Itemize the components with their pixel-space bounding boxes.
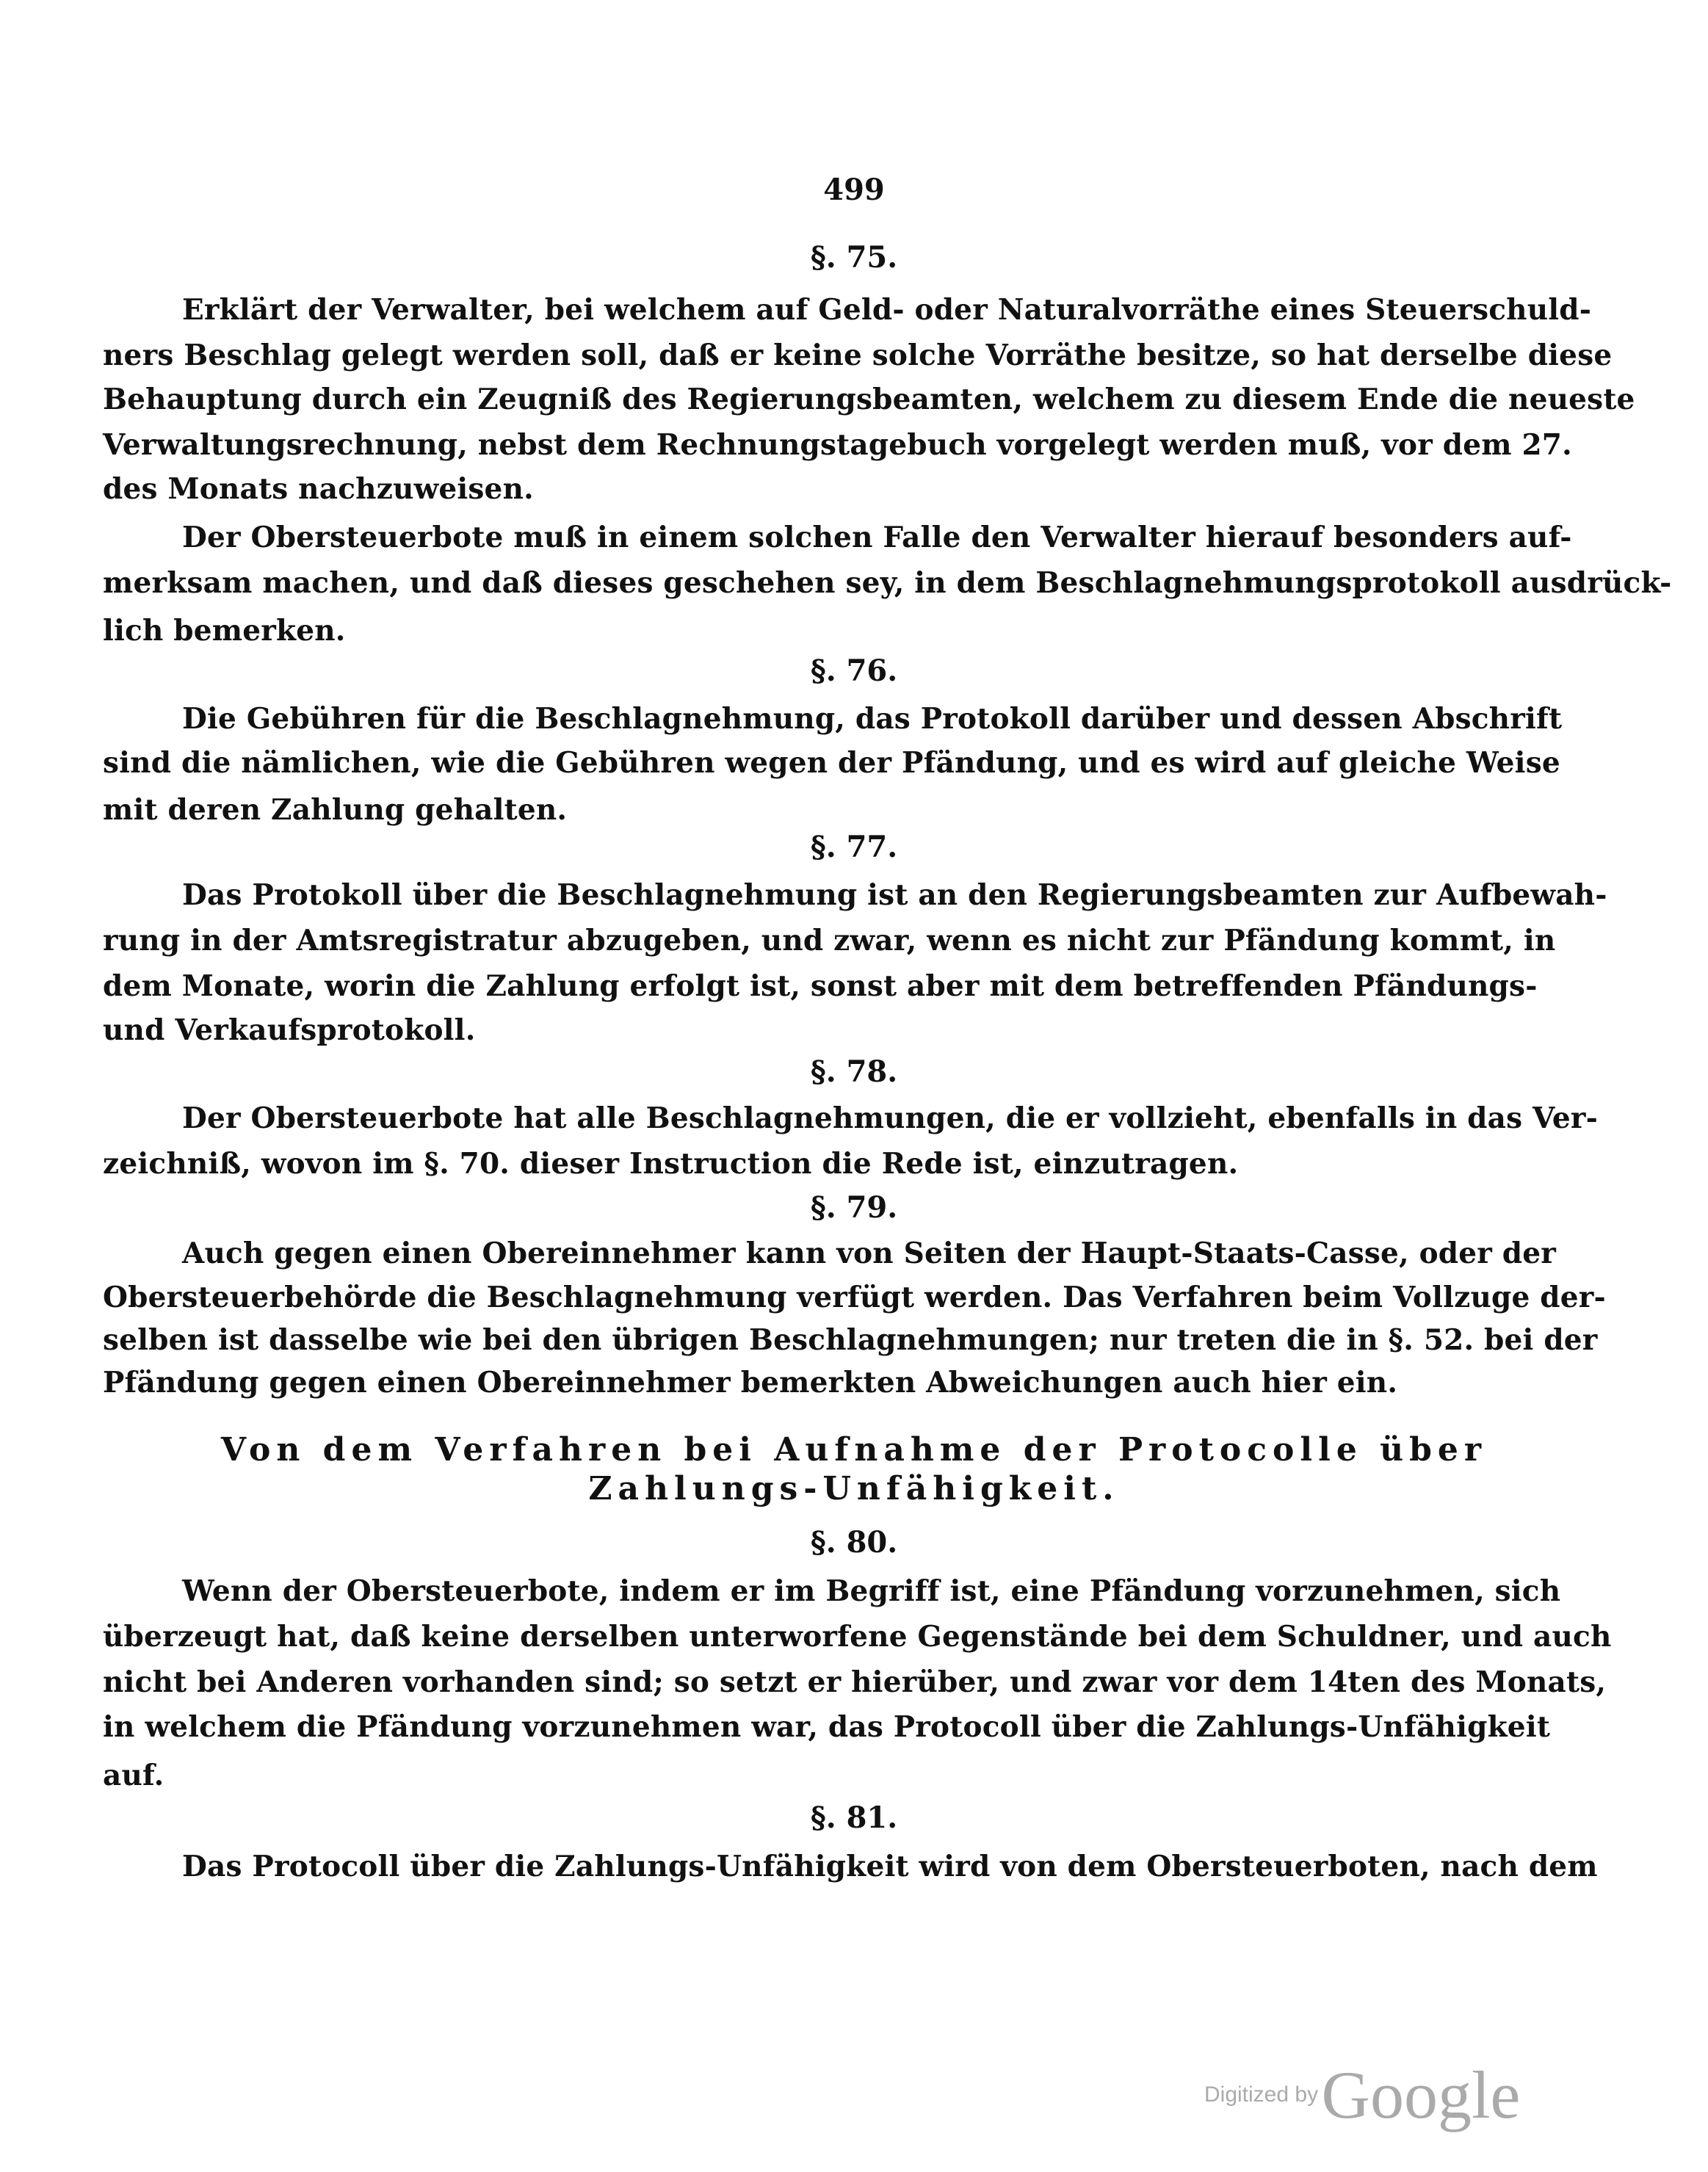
text-line: ners Beschlag gelegt werden soll, daß er keine solche Vorräthe besitze, so hat derselbe diese xyxy=(103,339,1613,372)
text-line: auf. xyxy=(103,1759,164,1792)
text-line: Der Obersteuerbote hat alle Beschlagnehmungen, die er vollzieht, ebenfalls in das Ver- xyxy=(182,1101,1599,1135)
text-line: sind die nämlichen, wie die Gebühren wegen der Pfändung, und es wird auf gleiche Weise xyxy=(103,746,1560,780)
chapter-heading: Von dem Verfahren bei Aufnahme der Protocolle über xyxy=(220,1431,1488,1469)
section-heading-78: §. 78. xyxy=(810,1054,898,1089)
text-line: Wenn der Obersteuerbote, indem er im Begriff ist, eine Pfändung vorzunehmen, sich xyxy=(182,1574,1561,1608)
text-line: Das Protokoll über die Beschlagnehmung ist an den Regierungsbeamten zur Aufbewah- xyxy=(182,878,1607,912)
text-line: mit deren Zahlung gehalten. xyxy=(103,793,568,827)
section-heading-76: §. 76. xyxy=(810,654,898,688)
text-line: Der Obersteuerbote muß in einem solchen Falle den Verwalter hierauf besonders auf- xyxy=(182,521,1572,554)
text-line: Pfändung gegen einen Obereinnehmer bemerkten Abweichungen auch hier ein. xyxy=(103,1366,1398,1400)
text-line: Obersteuerbehörde die Beschlagnehmung verfügt werden. Das Verfahren beim Vollzuge der- xyxy=(103,1281,1606,1314)
text-line: Behauptung durch ein Zeugniß des Regierungsbeamten, welchem zu diesem Ende die neueste xyxy=(103,383,1635,416)
chapter-heading-line-2: Zahlungs-Unfähigkeit. xyxy=(588,1470,1120,1507)
section-heading-75: §. 75. xyxy=(810,240,898,275)
page-number: 499 xyxy=(823,173,885,207)
watermark-prefix: Digitized by xyxy=(1204,2082,1319,2107)
text-line: lich bemerken. xyxy=(103,614,346,648)
section-heading-77: §. 77. xyxy=(810,830,898,864)
text-line: Das Protocoll über die Zahlungs-Unfähigkeit wird von dem Obersteuerboten, nach dem xyxy=(182,1850,1598,1883)
section-heading-81: §. 81. xyxy=(810,1800,898,1835)
text-line: in welchem die Pfändung vorzunehmen war, das Protocoll über die Zahlungs-Unfähigkeit xyxy=(103,1710,1551,1744)
text-line: des Monats nachzuweisen. xyxy=(103,472,534,506)
text-line: rung in der Amtsregistratur abzugeben, und zwar, wenn es nicht zur Pfändung kommt, in xyxy=(103,924,1556,958)
section-heading-79: §. 79. xyxy=(810,1190,898,1225)
section-heading-80: §. 80. xyxy=(810,1525,898,1560)
text-line: Verwaltungsrechnung, nebst dem Rechnungstagebuch vorgelegt werden muß, vor dem 27. xyxy=(103,428,1572,462)
text-line: zeichniß, wovon im §. 70. dieser Instruction die Rede ist, einzutragen. xyxy=(103,1147,1239,1181)
text-line: Erklärt der Verwalter, bei welchem auf Geld- oder Naturalvorräthe eines Steuerschuld- xyxy=(182,293,1592,327)
text-line: überzeugt hat, daß keine derselben unterworfene Gegenstände bei dem Schuldner, und auch xyxy=(103,1620,1612,1654)
text-line: dem Monate, worin die Zahlung erfolgt ist, sonst aber mit dem betreffenden Pfändungs- xyxy=(103,969,1538,1003)
text-line: Auch gegen einen Obereinnehmer kann von Seiten der Haupt-Staats-Casse, oder der xyxy=(182,1237,1557,1270)
text-line: Die Gebühren für die Beschlagnehmung, das Protokoll darüber und dessen Abschrift xyxy=(182,702,1563,736)
watermark-brand: Google xyxy=(1321,2057,1521,2132)
text-line: merksam machen, und daß dieses geschehen sey, in dem Beschlagnehmungsprotokoll ausdrück- xyxy=(103,566,1672,600)
google-watermark xyxy=(1204,2056,1520,2134)
text-line: nicht bei Anderen vorhanden sind; so setzt er hierüber, und zwar vor dem 14ten des Monats, xyxy=(103,1665,1607,1699)
text-line: selben ist dasselbe wie bei den übrigen Beschlagnehmungen; nur treten die in §. 52. bei der xyxy=(103,1323,1598,1357)
text-line: und Verkaufsprotokoll. xyxy=(103,1013,476,1047)
